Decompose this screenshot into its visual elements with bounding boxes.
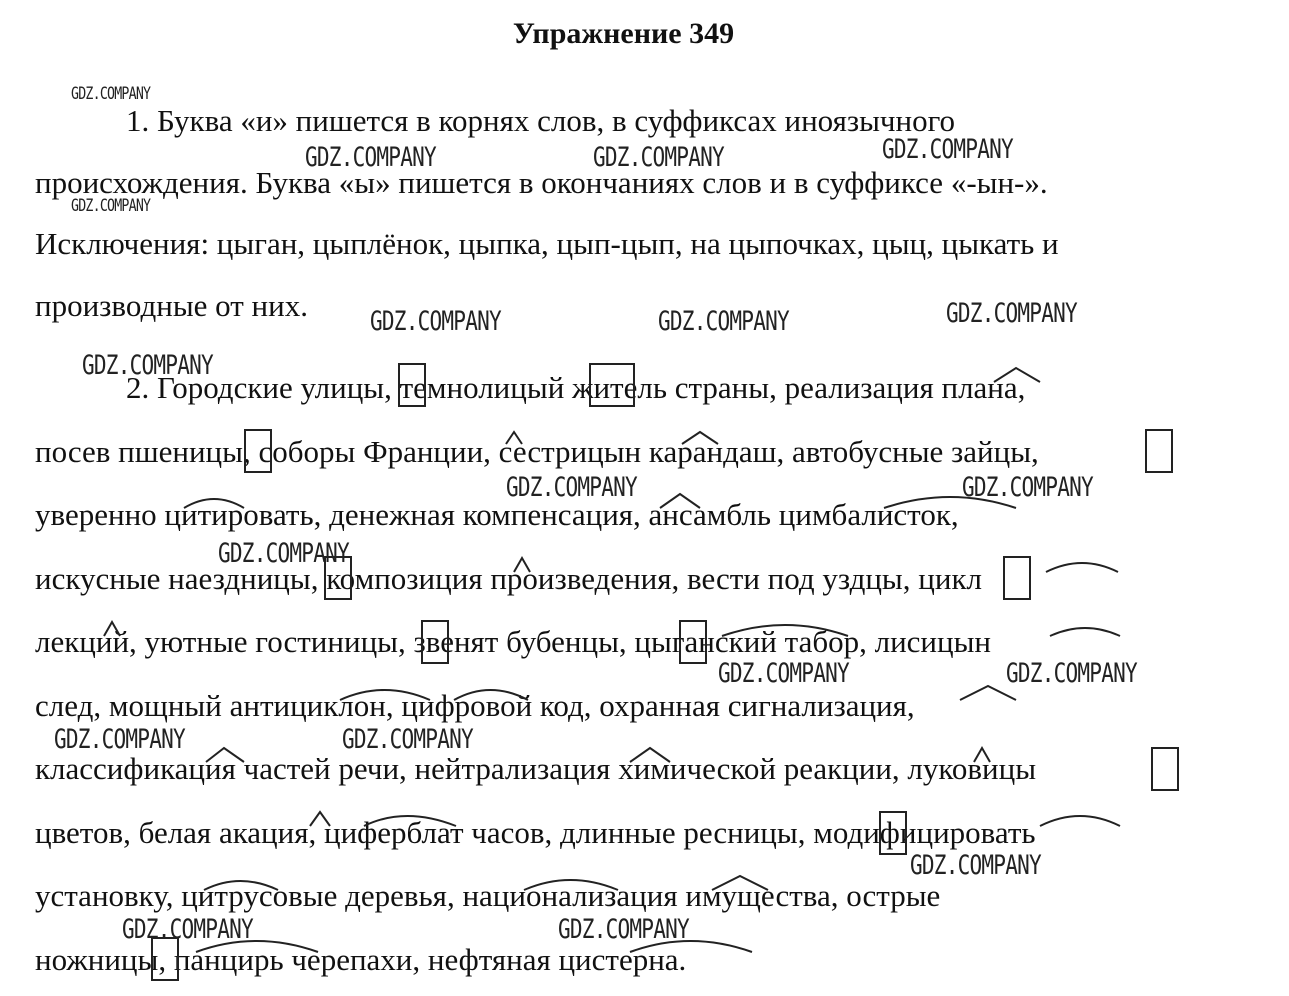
text-line: цветов, белая акация, циферблат часов, длинные ресницы, модифицировать [35, 814, 1036, 850]
watermark: GDZ.COMPANY [962, 472, 1093, 503]
text-line: Исключения: цыган, цыплёнок, цыпка, цып-цып, на цыпочках, цыц, цыкать и [35, 226, 1059, 261]
text-line: установку, цитрусовые деревья, национализация имущества, острые [35, 878, 941, 913]
text-line: посев пшеницы, соборы Франции, сестрицын карандаш, автобусные зайцы, [35, 433, 1039, 469]
watermark: GDZ.COMPANY [506, 472, 637, 503]
paragraph-rule [35, 90, 1250, 336]
watermark: GDZ.COMPANY [71, 196, 151, 216]
text-line: лекций, уютные гостиницы, звенят бубенцы, цыганский табор, лисицын [35, 624, 992, 659]
watermark: GDZ.COMPANY [218, 538, 349, 569]
watermark: GDZ.COMPANY [370, 306, 501, 337]
watermark: GDZ.COMPANY [910, 850, 1041, 881]
text-line: 1. Буква «и» пишется в корнях слов, в суффиксах иноязычного [126, 103, 956, 138]
watermark: GDZ.COMPANY [122, 914, 253, 945]
watermark: GDZ.COMPANY [54, 724, 185, 755]
watermark: GDZ.COMPANY [946, 298, 1077, 329]
watermark: GDZ.COMPANY [1006, 658, 1137, 689]
watermark: GDZ.COMPANY [305, 142, 436, 173]
text-line: уверенно цитировать, денежная компенсация, ансамбль цимбалисток, [35, 497, 959, 532]
text-line: ножницы, панцирь черепахи, нефтяная цистерна. [35, 941, 687, 977]
watermark: GDZ.COMPANY [82, 350, 213, 381]
text-line: происхождения. Буква «ы» пишется в окончаниях слов и в суффиксе «-ын-». [35, 164, 1048, 200]
watermark: GDZ.COMPANY [593, 142, 724, 173]
text-line: след, мощный антициклон, цифровой код, охранная сигнализация, [35, 687, 915, 723]
exercise-title: Упражнение 349 [512, 17, 735, 50]
watermark: GDZ.COMPANY [342, 724, 473, 755]
text-line: классификация частей речи, нейтрализация химической реакции, луковицы [35, 751, 1037, 786]
watermark: GDZ.COMPANY [558, 914, 689, 945]
watermark: GDZ.COMPANY [882, 134, 1013, 165]
paragraph-examples [35, 356, 1250, 991]
text-line: производные от них. [35, 287, 308, 323]
watermark: GDZ.COMPANY [658, 306, 789, 337]
text-line: искусные наездницы, композиция произведения, вести под уздцы, цикл [35, 560, 982, 596]
watermark: GDZ.COMPANY [71, 84, 151, 104]
watermark: GDZ.COMPANY [718, 658, 849, 689]
text-line: 2. Городские улицы, темнолицый житель страны, реализация плана, [126, 370, 1026, 405]
